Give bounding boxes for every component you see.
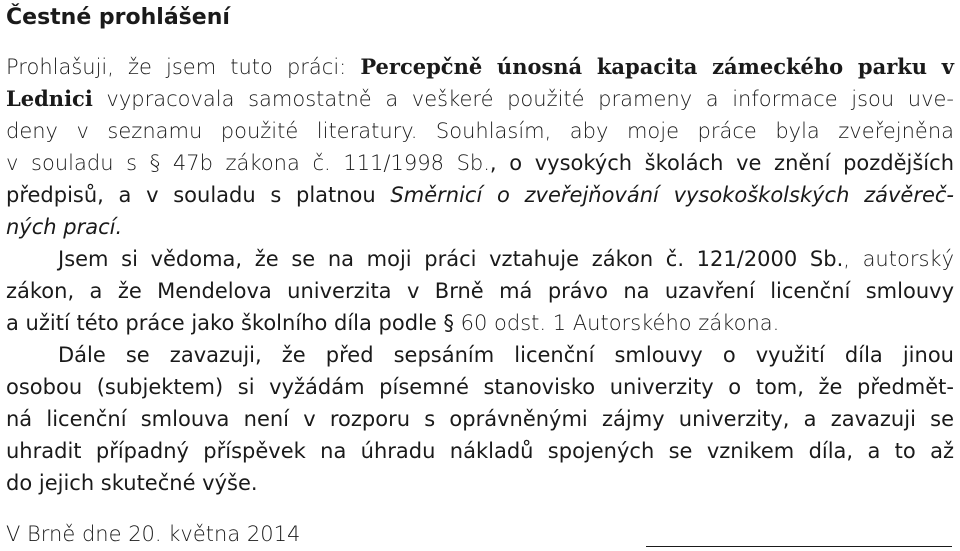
p1-line-6 [6, 211, 954, 243]
p3-line-2: osobou (subjektem) si vyžádám písemné stanovisko univerzity o tom, že předmět- [6, 375, 954, 399]
p2-line-2: zákon, a že Mendelova univerzita v Brně má právo na uzavření licenční smlouvy [6, 279, 954, 303]
p1-line-1 [6, 51, 954, 83]
p1-l4-text-c: 47b zákona č. 111/1998 Sb. [160, 151, 490, 175]
thesis-title-part-2: Lednici [6, 86, 93, 111]
signature-line [646, 546, 952, 547]
p2-l3-text-c: 60 odst. 1 Autorského zákona. [453, 311, 780, 335]
p1-l2-text: vypracovala samostatně a veškeré použité prameny a informace jsou uve- [92, 87, 954, 111]
p3-line-1: Dále se zavazuji, že před sepsáním licenční smlouvy o využití díla jinou [58, 343, 954, 367]
section-sign: § [443, 311, 454, 335]
p1-line-5 [6, 179, 954, 211]
date-line: V Brně dne 20. května 2014 [6, 522, 301, 546]
p1-l1-text: Prohlašuji, že jsem tuto práci: [6, 55, 361, 79]
page-title: Čestné prohlášení [6, 5, 230, 30]
p1-l4-text-d: , o vysokých školách ve znění pozdějších [489, 151, 954, 175]
p2-l1-text-a: Jsem si vědoma, že se na moji práci vztahuje zákon č. 121/2000 Sb. [58, 247, 844, 271]
directive-name-part-2: ných prací. [6, 215, 123, 239]
p1-line-2 [6, 83, 954, 115]
p3-line-4: uhradit případný příspěvek na úhradu nákladů spojených se vznikem díla, a to až [6, 439, 954, 463]
p1-l4-text-a: v souladu s [6, 151, 150, 175]
p1-l5-text: předpisů, a v souladu s platnou [6, 183, 391, 207]
thesis-title-part-1: Percepčně únosná kapacita zámeckého parku v [360, 54, 954, 79]
p1-line-3: deny v seznamu použité literatury. Souhlasím, aby moje práce byla zveřejněna [6, 119, 954, 143]
p1-line-4 [6, 147, 954, 179]
p3-line-3: ná licenční smlouva není v rozporu s oprávněnými zájmy univerzity, a zavazuji se [6, 407, 954, 431]
p2-l3-text-a: a užití této práce jako školního díla podle [6, 311, 444, 335]
p2-line-3 [6, 307, 954, 339]
p2-line-1 [58, 243, 954, 275]
directive-name-part-1: Směrnicí o zveřejňování vysokoškolských závěreč- [390, 183, 955, 207]
p2-l1-text-b: , autorský [843, 247, 954, 271]
section-sign: § [149, 151, 161, 175]
p3-line-5: do jejich skutečné výše. [6, 471, 258, 495]
